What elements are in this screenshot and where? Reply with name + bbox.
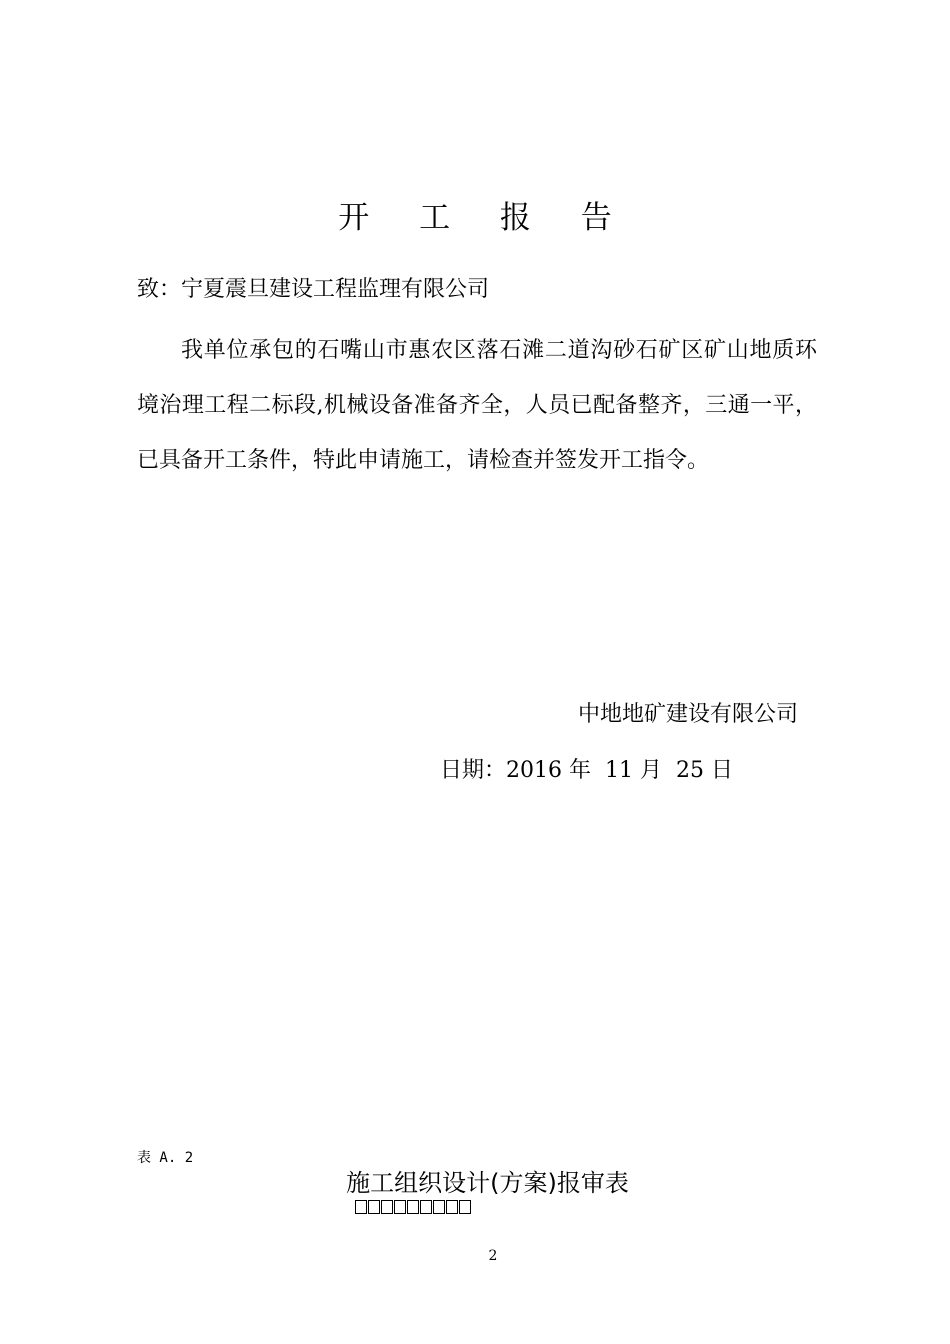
addressee-line: 致：宁夏震旦建设工程监理有限公司 — [137, 277, 490, 302]
form-title: 施工组织设计(方案)报审表 — [346, 1169, 629, 1197]
date-day-unit: 日 — [711, 758, 734, 783]
missing-glyph-box — [381, 1200, 393, 1214]
date-year: 2016 — [506, 758, 563, 783]
date-day: 25 — [676, 758, 705, 783]
report-title: 开 工 报 告 — [338, 200, 632, 236]
missing-glyph-box — [368, 1200, 380, 1214]
company-name: 中地地矿建设有限公司 — [578, 702, 799, 727]
date-label: 日期： — [440, 758, 507, 783]
missing-glyph-box — [459, 1200, 471, 1214]
missing-glyph-box — [355, 1200, 367, 1214]
missing-glyph-box — [433, 1200, 445, 1214]
page-number: 2 — [488, 1248, 498, 1264]
missing-glyph-box — [420, 1200, 432, 1214]
missing-glyph-box — [394, 1200, 406, 1214]
table-label: 表 A. 2 — [137, 1150, 194, 1166]
report-body: 我单位承包的石嘴山市惠农区落石滩二道沟砂石矿区矿山地质环境治理工程二标段,机械设备准备齐全，人员已配备整齐，三通一平，已具备开工条件，特此申请施工，请检查并签发开工指令。 — [137, 338, 817, 473]
date-month-unit: 月 — [640, 758, 663, 783]
missing-glyph-box — [407, 1200, 419, 1214]
missing-glyph-box — [446, 1200, 458, 1214]
date-month: 11 — [605, 758, 634, 783]
missing-glyph-boxes — [355, 1200, 471, 1216]
report-date — [440, 753, 733, 784]
date-year-unit: 年 — [569, 758, 592, 783]
